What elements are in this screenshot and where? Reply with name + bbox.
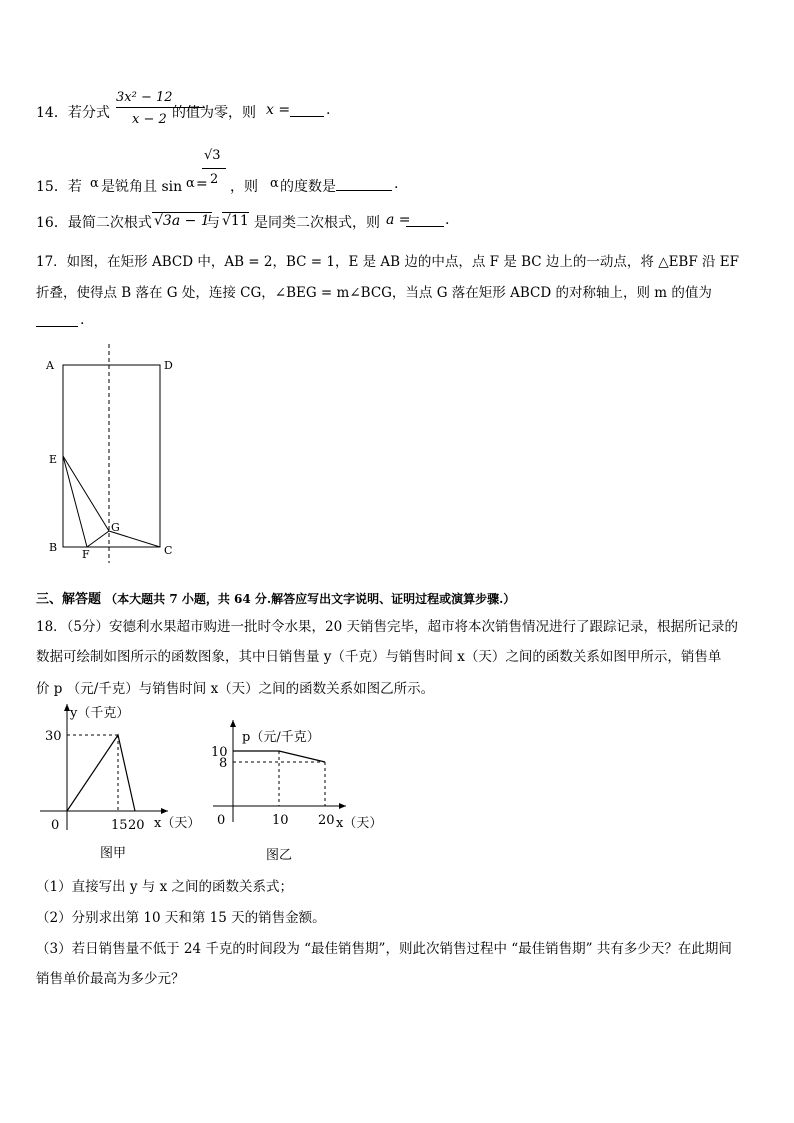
q18-sub3b: 销售单价最高为多少元？: [36, 971, 185, 987]
q18-line3: 价 p （元/千克）与销售时间 x（天）之间的函数关系如图乙所示。: [36, 681, 435, 697]
q14-end: .: [326, 102, 331, 118]
q16-end: .: [445, 212, 450, 228]
q18-line2: 数据可绘制如图所示的函数图象，其中日销售量 y（千克）与销售时间 x（天）之间的函数关系如图甲所示，销售单: [36, 649, 722, 665]
q16-mid: 与: [206, 215, 220, 231]
q15-alpha1: α: [90, 176, 99, 191]
label-b: B: [49, 541, 58, 554]
q16-var: a =: [386, 212, 411, 228]
q17-line1: 17．如图，在矩形 ABCD 中，AB = 2，BC = 1，E 是 AB 边的中点，点 F 是 BC 边上的一动点，将 △EBF 沿 EF: [36, 254, 740, 270]
chart1-xtick-label-0: 0: [51, 818, 60, 833]
q15-suffix: ，则: [230, 179, 258, 195]
section3-title: 三、解答题: [36, 592, 102, 607]
chart1-series-line: [67, 735, 135, 811]
chart1-marks: [45, 729, 145, 833]
label-a: A: [46, 359, 54, 372]
label-c: C: [164, 544, 173, 557]
chart1-xlabel: x（天）: [154, 816, 201, 831]
q18-sub3a: （3）若日销售量不低于 24 千克的时间段为 “最佳销售期”，则此次销售过程中 “最佳销售期” 共有多少天？在此期间: [36, 941, 732, 957]
chart1-ylabel: y（千克）: [70, 706, 130, 721]
chart1-xtick-label-2: 20: [128, 818, 145, 833]
q14-suffix: 的值为零，则: [172, 105, 256, 121]
chart1-ytick-label-0: 30: [45, 729, 62, 744]
q14-prefix: 14．若分式: [36, 105, 110, 121]
q18-sub1: （1）直接写出 y 与 x 之间的函数关系式；: [36, 879, 293, 895]
chart2-xtick-label-1: 10: [272, 813, 289, 828]
q16-radical2: √11: [222, 213, 249, 229]
chart1-title: 图甲: [100, 846, 127, 861]
chart2-marks: [211, 745, 335, 828]
chart2-ylabel: p（元/千克）: [242, 730, 320, 745]
chart2-xlabel: x（天）: [336, 816, 383, 831]
chart2-title: 图乙: [266, 848, 293, 863]
q15-eq: =: [196, 176, 208, 192]
q15-prefix: 15．若: [36, 179, 82, 195]
q15-frac-num: √3: [204, 148, 221, 163]
q15-end: .: [394, 176, 399, 192]
q18-sub2: （2）分别求出第 10 天和第 15 天的销售金额。: [36, 910, 326, 926]
q15-alpha2: α: [186, 176, 195, 191]
q17-line2: 折叠，使得点 B 落在 G 处，连接 CG，∠BEG = m∠BCG，当点 G 落在矩形 ABCD 的对称轴上，则 m 的值为: [36, 285, 712, 301]
chart1-xtick-label-1: 15: [111, 818, 128, 833]
q18-line1: 18．（5分）安德利水果超市购进一批时令水果，20 天销售完毕，超市将本次销售情况进行了跟踪记录，根据所记录的: [36, 619, 738, 635]
section3-note: （本大题共 7 小题，共 64 分.解答应写出文字说明、证明过程或演算步骤.）: [105, 592, 516, 606]
q16-suffix: 是同类二次根式，则: [254, 215, 380, 231]
chart2-xtick-label-2: 20: [318, 813, 335, 828]
chart2-ytick-label-0: 10: [211, 745, 228, 760]
chart2-xtick-label-0: 0: [217, 813, 226, 828]
q16-prefix: 16．最简二次根式: [36, 215, 152, 231]
chart2-ytick-label-1: 8: [219, 756, 228, 771]
label-e: E: [49, 453, 58, 466]
q15-alpha3: α: [270, 176, 279, 191]
label-g: G: [111, 521, 120, 534]
q17-end: .: [80, 312, 85, 328]
q14-var: x =: [266, 102, 291, 118]
q16-radical1: √3a − 1: [154, 213, 210, 229]
label-d: D: [164, 359, 173, 372]
q14-denominator: x − 2: [132, 112, 167, 127]
q15-frac-den: 2: [210, 172, 219, 187]
q15-mid: 是锐角且 sin: [101, 179, 183, 195]
q14-numerator: 3x² − 12: [116, 90, 173, 105]
q15-suffix2: 的度数是: [280, 179, 336, 195]
label-f: F: [82, 548, 90, 561]
